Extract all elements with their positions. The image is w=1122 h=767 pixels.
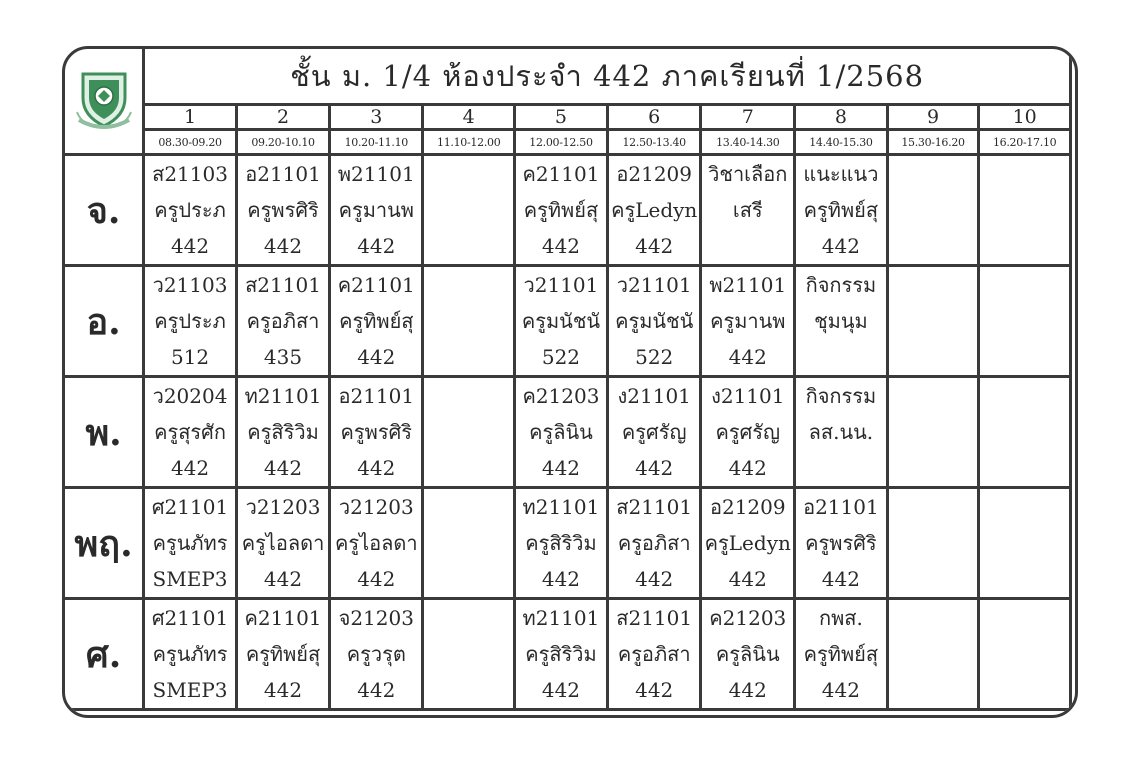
- subject-code: ง21101: [617, 384, 691, 408]
- day-label: พ.: [64, 377, 144, 488]
- teacher-name: ครูอภิสา: [617, 642, 691, 666]
- subject-code: [980, 156, 1069, 192]
- schedule-cell: [423, 155, 515, 266]
- schedule-cell: [236, 266, 329, 377]
- room-number: 442: [821, 234, 860, 258]
- room-number: 442: [357, 567, 396, 591]
- room-number: [796, 450, 886, 486]
- subject-code: [424, 156, 513, 192]
- room-number: [980, 561, 1069, 597]
- day-label: ศ.: [64, 599, 144, 710]
- teacher-name: ครูทิพย์สุ: [339, 309, 414, 333]
- subject-code: ศ21101: [151, 606, 229, 630]
- room-number: 442: [821, 678, 860, 702]
- teacher-name: ครูลินิน: [715, 642, 780, 666]
- teacher-name: [980, 192, 1069, 228]
- teacher-name: ครูพรศิริ: [340, 420, 413, 444]
- schedule-cell: [515, 266, 608, 377]
- room-number: 442: [357, 234, 396, 258]
- subject-code: [889, 267, 978, 303]
- day-row: [64, 155, 1071, 266]
- room-number: 442: [541, 456, 581, 480]
- room-number: [424, 672, 513, 708]
- subject-code: [889, 600, 978, 636]
- teacher-name: ครูมนัชนั: [615, 309, 694, 333]
- room-number: 442: [728, 567, 767, 591]
- schedule-cell: [607, 266, 701, 377]
- teacher-name: ครูมานพ: [710, 309, 786, 333]
- room-number: [980, 672, 1069, 708]
- room-number: 442: [635, 456, 674, 480]
- teacher-name: ครูไอลดา: [241, 531, 325, 555]
- room-number: 442: [170, 234, 210, 258]
- teacher-name: [889, 525, 978, 561]
- period-number: 1: [144, 105, 237, 130]
- room-number: [796, 339, 886, 375]
- period-time: 12.00-12.50: [515, 130, 608, 155]
- timetable: [62, 46, 1072, 711]
- teacher-name: ครูทิพย์สุ: [803, 198, 879, 222]
- room-number: [889, 339, 978, 375]
- subject-code: อ21101: [245, 162, 321, 186]
- room-number: 442: [263, 234, 303, 258]
- schedule-cell: [887, 377, 979, 488]
- day-row: [64, 266, 1071, 377]
- schedule-cell: [515, 377, 608, 488]
- teacher-name: ชุมนุม: [814, 309, 868, 333]
- schedule-cell: [236, 488, 329, 599]
- room-number: 442: [728, 456, 767, 480]
- room-number: [980, 228, 1069, 264]
- subject-code: ว21203: [338, 495, 414, 519]
- period-number: 6: [607, 105, 701, 130]
- teacher-name: ครูประภ: [154, 309, 226, 333]
- schedule-cell: [979, 599, 1071, 710]
- room-number: 442: [635, 234, 674, 258]
- period-time: 12.50-13.40: [607, 130, 701, 155]
- period-number: 9: [887, 105, 979, 130]
- subject-code: พ21101: [709, 273, 787, 297]
- teacher-name: ครูทิพย์สุ: [523, 198, 599, 222]
- room-number: 442: [541, 234, 581, 258]
- teacher-name: [889, 303, 978, 339]
- room-number: 522: [635, 345, 674, 369]
- schedule-cell: [515, 488, 608, 599]
- schedule-cell: [795, 599, 888, 710]
- subject-code: ว20204: [152, 384, 228, 408]
- subject-code: ส21101: [245, 273, 321, 297]
- teacher-name: [980, 414, 1069, 450]
- teacher-name: ครูพรศิริ: [247, 198, 319, 222]
- period-time: 11.10-12.00: [423, 130, 515, 155]
- teacher-name: ครูสิริวิม: [247, 420, 319, 444]
- subject-code: ท21101: [522, 606, 600, 630]
- subject-code: พ21101: [337, 162, 415, 186]
- room-number: [424, 228, 513, 264]
- schedule-cell: [979, 155, 1071, 266]
- teacher-name: ครูศรัญ: [621, 420, 687, 444]
- subject-code: ว21103: [152, 273, 228, 297]
- schedule-cell: [979, 377, 1071, 488]
- subject-code: [424, 600, 513, 636]
- room-number: [424, 339, 513, 375]
- schedule-cell: [795, 155, 888, 266]
- period-time: 09.20-10.10: [236, 130, 329, 155]
- subject-code: ส21101: [616, 606, 693, 630]
- schedule-cell: [144, 599, 237, 710]
- schedule-cell: [236, 599, 329, 710]
- teacher-name: [424, 414, 513, 450]
- room-number: 442: [821, 567, 860, 591]
- room-number: 442: [263, 567, 303, 591]
- schedule-cell: [701, 377, 795, 488]
- teacher-name: ครูไอลดา: [334, 531, 418, 555]
- room-number: 442: [635, 678, 674, 702]
- subject-code: ท21101: [244, 384, 322, 408]
- day-label: อ.: [64, 266, 144, 377]
- schedule-cell: [423, 488, 515, 599]
- timetable-frame: [62, 46, 1078, 718]
- schedule-cell: [701, 155, 795, 266]
- day-label: พฤ.: [64, 488, 144, 599]
- schedule-cell: [979, 488, 1071, 599]
- schedule-cell: [887, 266, 979, 377]
- period-time: 10.20-11.10: [330, 130, 423, 155]
- teacher-name: ครูLedyn: [611, 198, 698, 222]
- subject-code: จ21203: [338, 606, 414, 630]
- room-number: 442: [635, 567, 674, 591]
- subject-code: กพส.: [818, 606, 863, 630]
- period-time: 16.20-17.10: [979, 130, 1071, 155]
- subject-code: อ21101: [338, 384, 415, 408]
- subject-code: กิจกรรม: [805, 273, 877, 297]
- schedule-cell: [236, 155, 329, 266]
- period-time: 08.30-09.20: [144, 130, 237, 155]
- teacher-name: [424, 303, 513, 339]
- day-label: จ.: [64, 155, 144, 266]
- schedule-cell: [330, 599, 423, 710]
- teacher-name: [424, 636, 513, 672]
- teacher-name: [889, 414, 978, 450]
- teacher-name: ครูLedyn: [704, 531, 791, 555]
- subject-code: แนะแนว: [803, 162, 879, 186]
- room-number: 442: [357, 345, 396, 369]
- teacher-name: ครูสิริวิม: [525, 531, 597, 555]
- subject-code: อ21209: [616, 162, 693, 186]
- period-number: 7: [701, 105, 795, 130]
- subject-code: ว21101: [616, 273, 692, 297]
- subject-code: ว21203: [245, 495, 321, 519]
- teacher-name: ครูสิริวิม: [525, 642, 597, 666]
- period-number: 4: [423, 105, 515, 130]
- subject-code: [980, 267, 1069, 303]
- teacher-name: ครูอภิสา: [617, 531, 691, 555]
- subject-code: [424, 267, 513, 303]
- subject-code: ค21203: [709, 606, 787, 630]
- teacher-name: [424, 525, 513, 561]
- room-number: 442: [541, 567, 581, 591]
- room-number: [424, 450, 513, 486]
- schedule-cell: [330, 266, 423, 377]
- teacher-name: [980, 636, 1069, 672]
- subject-code: [424, 378, 513, 414]
- period-number: 5: [515, 105, 608, 130]
- schedule-cell: [607, 488, 701, 599]
- teacher-name: [424, 192, 513, 228]
- schedule-cell: [515, 599, 608, 710]
- schedule-cell: [330, 488, 423, 599]
- teacher-name: ครูประภ: [154, 198, 226, 222]
- subject-code: [889, 378, 978, 414]
- room-number: SMEP3: [152, 567, 228, 591]
- room-number: 442: [541, 678, 581, 702]
- schedule-cell: [144, 488, 237, 599]
- schedule-cell: [330, 377, 423, 488]
- schedule-cell: [887, 488, 979, 599]
- subject-code: ส21101: [616, 495, 693, 519]
- schedule-cell: [144, 266, 237, 377]
- schedule-cell: [515, 155, 608, 266]
- teacher-name: ครูทิพย์สุ: [803, 642, 879, 666]
- schedule-cell: [144, 377, 237, 488]
- schedule-cell: [887, 599, 979, 710]
- schedule-cell: [607, 377, 701, 488]
- room-number: 442: [728, 678, 767, 702]
- teacher-name: ครูนภัทร: [152, 531, 228, 555]
- schedule-cell: [144, 155, 237, 266]
- teacher-name: ครูลินิน: [529, 420, 593, 444]
- room-number: 442: [263, 678, 303, 702]
- schedule-cell: [423, 377, 515, 488]
- room-number: [889, 228, 978, 264]
- page-title: ชั้น ม. 1/4 ห้องประจำ 442 ภาคเรียนที่ 1/2568: [144, 48, 1071, 105]
- teacher-name: [889, 192, 978, 228]
- subject-code: [889, 156, 978, 192]
- subject-code: อ21209: [709, 495, 786, 519]
- teacher-name: [980, 303, 1069, 339]
- teacher-name: ครูวรุต: [346, 642, 406, 666]
- room-number: 442: [357, 678, 396, 702]
- schedule-cell: [979, 266, 1071, 377]
- subject-code: ว21101: [523, 273, 599, 297]
- period-number: 3: [330, 105, 423, 130]
- school-crest-icon: [75, 68, 133, 134]
- subject-code: อ21101: [803, 495, 879, 519]
- schedule-cell: [795, 266, 888, 377]
- schedule-cell: [423, 599, 515, 710]
- room-number: 442: [263, 456, 303, 480]
- room-number: 442: [728, 345, 767, 369]
- subject-code: ท21101: [522, 495, 600, 519]
- teacher-name: ครูสุรศัก: [154, 420, 226, 444]
- room-number: 522: [541, 345, 581, 369]
- room-number: [889, 561, 978, 597]
- schedule-cell: [701, 266, 795, 377]
- teacher-name: เสรี: [732, 198, 763, 222]
- schedule-cell: [795, 488, 888, 599]
- subject-code: [980, 378, 1069, 414]
- teacher-name: ครูพรศิริ: [805, 531, 877, 555]
- room-number: [702, 228, 793, 264]
- subject-code: ค21101: [244, 606, 322, 630]
- period-number: 2: [236, 105, 329, 130]
- teacher-name: ครูมานพ: [338, 198, 414, 222]
- teacher-name: [889, 636, 978, 672]
- schedule-cell: [423, 266, 515, 377]
- subject-code: [980, 600, 1069, 636]
- schedule-cell: [607, 599, 701, 710]
- schedule-cell: [887, 155, 979, 266]
- logo-cell: [64, 48, 144, 155]
- room-number: [889, 672, 978, 708]
- room-number: [980, 339, 1069, 375]
- schedule-cell: [795, 377, 888, 488]
- period-time: 15.30-16.20: [887, 130, 979, 155]
- subject-code: [980, 489, 1069, 525]
- schedule-cell: [236, 377, 329, 488]
- day-row: [64, 377, 1071, 488]
- teacher-name: ครูทิพย์สุ: [245, 642, 321, 666]
- subject-code: กิจกรรม: [805, 384, 877, 408]
- schedule-cell: [607, 155, 701, 266]
- teacher-name: ครูมนัชนั: [521, 309, 601, 333]
- teacher-name: [980, 525, 1069, 561]
- teacher-name: ครูศรัญ: [715, 420, 781, 444]
- period-time: 14.40-15.30: [795, 130, 888, 155]
- period-number: 8: [795, 105, 888, 130]
- subject-code: ศ21101: [151, 495, 229, 519]
- schedule-cell: [701, 599, 795, 710]
- teacher-name: ครูนภัทร: [152, 642, 228, 666]
- subject-code: ค21101: [337, 273, 415, 297]
- period-number: 10: [979, 105, 1071, 130]
- schedule-cell: [330, 155, 423, 266]
- room-number: [889, 450, 978, 486]
- room-number: 442: [357, 456, 396, 480]
- subject-code: [424, 489, 513, 525]
- room-number: [424, 561, 513, 597]
- subject-code: ค21101: [522, 162, 600, 186]
- schedule-cell: [701, 488, 795, 599]
- teacher-name: ครูอภิสา: [246, 309, 320, 333]
- subject-code: ค21203: [522, 384, 600, 408]
- day-row: [64, 599, 1071, 710]
- room-number: [980, 450, 1069, 486]
- subject-code: วิชาเลือก: [708, 162, 788, 186]
- teacher-name: ลส.นน.: [808, 420, 874, 444]
- room-number: 435: [263, 345, 303, 369]
- day-row: [64, 488, 1071, 599]
- room-number: 512: [170, 345, 210, 369]
- period-time: 13.40-14.30: [701, 130, 795, 155]
- subject-code: [889, 489, 978, 525]
- room-number: SMEP3: [152, 678, 228, 702]
- room-number: 442: [170, 456, 210, 480]
- subject-code: ส21103: [152, 162, 228, 186]
- subject-code: ง21101: [711, 384, 785, 408]
